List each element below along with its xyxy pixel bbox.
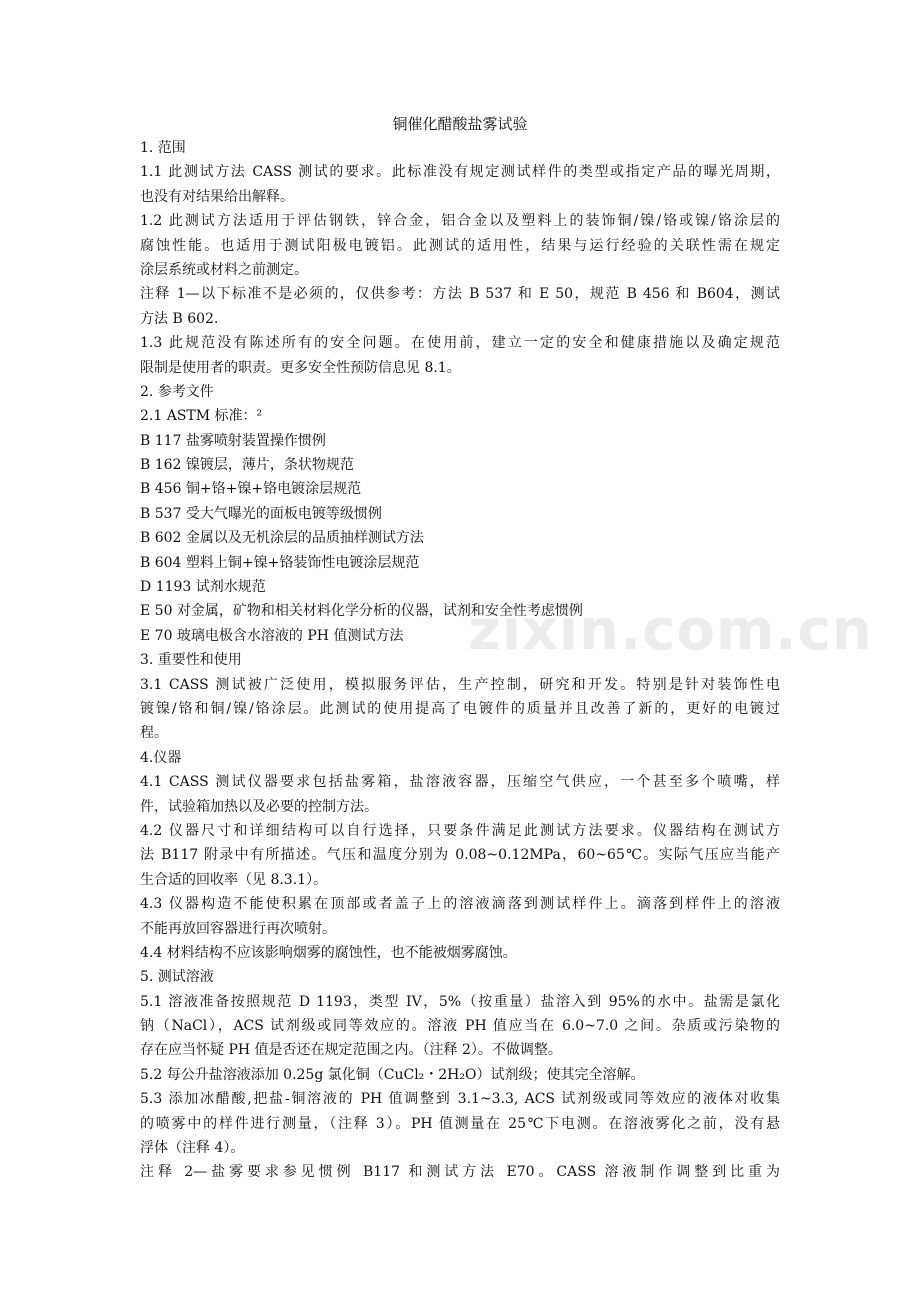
text-line: 限制是使用者的职责。更多安全性预防信息见 8.1。: [140, 359, 461, 376]
text-line: 1. 范围: [140, 140, 186, 156]
text-line: B 602 金属以及无机涂层的品质抽样测试方法: [140, 530, 424, 547]
text-line: B 117 盐雾喷射装置操作惯例: [140, 432, 326, 449]
watermark: zixin.com.cn: [468, 598, 873, 663]
text-line: D 1193 试剂水规范: [140, 579, 266, 596]
text-line: 2.1 ASTM 标准：²: [140, 408, 263, 425]
text-line: 浮体（注释 4）。: [140, 1140, 245, 1157]
text-line: B 537 受大气曝光的面板电镀等级惯例: [140, 505, 382, 522]
text-line: E 50 对金属，矿物和相关材料化学分析的仪器，试剂和安全性考虑惯例: [140, 603, 583, 620]
text-line: 4.4 材料结构不应该影响烟雾的腐蚀性，也不能被烟雾腐蚀。: [140, 944, 517, 961]
text-line: 腐蚀性能。也适用于测试阳极电镀铝。此测试的适用性，结果与运行经验的关联性需在规定: [140, 237, 780, 254]
document-title: 铜催化醋酸盐雾试验: [392, 115, 528, 133]
text-line: 2. 参考文件: [140, 383, 214, 400]
text-line: 4.3 仪器构造不能使积累在顶部或者盖子上的溶液滴落到测试样件上。滴落到样件上的溶液: [140, 896, 780, 913]
text-line: 1.3 此规范没有陈述所有的安全问题。在使用前，建立一定的安全和健康措施以及确定规范: [140, 335, 780, 352]
text-line: E 70 玻璃电极含水溶液的 PH 值测试方法: [140, 627, 404, 644]
text-line: 法 B117 附录中有所描述。气压和温度分别为 0.08~0.12MPa，60~65℃。实际气压应当能产: [140, 847, 780, 864]
text-line: 生合适的回收率（见 8.3.1）。: [140, 871, 328, 888]
text-line: B 162 镍镀层，薄片，条状物规范: [140, 457, 354, 474]
text-line: 也没有对结果给出解释。: [140, 188, 294, 205]
text-line: 5. 测试溶液: [140, 969, 214, 986]
text-line: 4.2 仪器尺寸和详细结构可以自行选择，只要条件满足此测试方法要求。仪器结构在测试方: [140, 822, 780, 839]
text-line: 5.2 每公升盐溶液添加 0.25g 氯化铜（CuCl₂・2H₂O）试剂级；使其完全溶解。: [140, 1066, 645, 1083]
text-line: 方法 B 602.: [140, 310, 219, 327]
text-line: 钠（NaCl），ACS 试剂级或同等效应的。溶液 PH 值应当在 6.0~7.0 之间。杂质或污染物的: [140, 1018, 780, 1035]
text-line: B 456 铜+铬+镍+铬电镀涂层规范: [140, 481, 362, 498]
text-line: 镀镍/铬和铜/镍/铬涂层。此测试的使用提高了电镀件的质量并且改善了新的，更好的电镀过: [140, 700, 780, 717]
text-line: 不能再放回容器进行再次喷射。: [140, 920, 336, 937]
text-line: 5.3 添加冰醋酸,把盐-铜溶液的 PH 值调整到 3.1~3.3, ACS 试剂级或同等效应的液体对收集: [140, 1091, 780, 1108]
text-line: 的喷雾中的样件进行测量，（注释 3）。PH 值测量在 25℃下电测。在溶液雾化之前，没有悬: [140, 1115, 780, 1132]
text-line: 存在应当怀疑 PH 值是否还在规定范围之内。（注释 2）。不做调整。: [140, 1042, 562, 1059]
text-line: 1.2 此测试方法适用于评估钢铁，锌合金，铝合金以及塑料上的装饰铜/镍/铬或镍/铬涂层的: [140, 213, 780, 230]
text-line: 注释 1—以下标准不是必须的，仅供参考：方法 B 537 和 E 50，规范 B 456 和 B604，测试: [140, 286, 780, 303]
text-line: 5.1 溶液准备按照规范 D 1193，类型 IV，5%（按重量）盐溶入到 95%的水中。盐需是氯化: [140, 993, 780, 1010]
text-line: 4.仪器: [140, 749, 182, 766]
text-line: 4.1 CASS 测试仪器要求包括盐雾箱，盐溶液容器，压缩空气供应，一个甚至多个喷嘴，样: [140, 774, 780, 791]
text-line: 程。: [140, 725, 168, 742]
text-line: 注释 2—盐雾要求参见惯例 B117 和测试方法 E70。CASS 溶液制作调整到比重为: [140, 1164, 780, 1181]
text-line: 3. 重要性和使用: [140, 652, 242, 669]
text-line: 件，试验箱加热以及必要的控制方法。: [140, 798, 378, 815]
text-line: 1.1 此测试方法 CASS 测试的要求。此标准没有规定测试样件的类型或指定产品的曝光周期，: [140, 164, 780, 181]
text-line: B 604 塑料上铜+镍+铬装饰性电镀涂层规范: [140, 554, 420, 571]
text-line: 3.1 CASS 测试被广泛使用，模拟服务评估，生产控制，研究和开发。特别是针对装饰性电: [140, 676, 780, 693]
text-line: 涂层系统或材料之前测定。: [140, 261, 308, 278]
document-body: [140, 136, 780, 1185]
